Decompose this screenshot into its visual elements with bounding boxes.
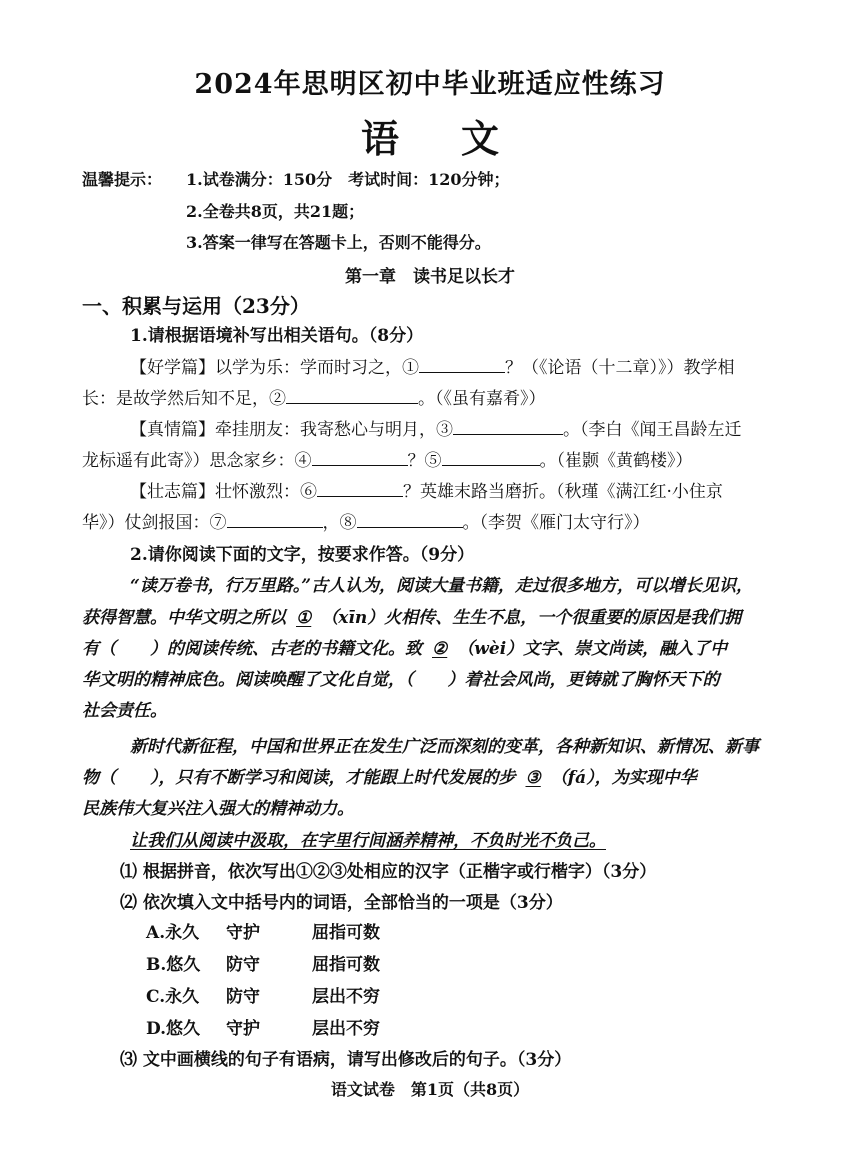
option-key: A.永久 [146, 923, 200, 943]
q1-zhuangzhi-text-a: 【壮志篇】壮怀激烈：⑥ [130, 482, 317, 502]
passage-p2-line3: 民族伟大复兴注入强大的精神动力。 [82, 799, 354, 819]
pinyin-blank-1[interactable]: ① [296, 608, 312, 628]
option-a[interactable] [146, 918, 380, 943]
q1-haoxue-line1 [130, 353, 735, 378]
q1-zhenqing-text-c: 龙标遥有此寄》）思念家乡：④ [82, 451, 312, 471]
q1-zhenqing-line1 [130, 415, 742, 440]
section-heading: 一、积累与运用（23分） [82, 294, 310, 318]
answer-blank-6[interactable] [317, 480, 403, 497]
q1-haoxue-text-d: 。（《虽有嘉肴》） [418, 389, 546, 409]
q1-zhuangzhi-text-b: ？英雄末路当磨折。（秋瑾《满江红·小住京 [403, 482, 723, 502]
tips-label: 温馨提示： [82, 170, 163, 189]
passage-text: （wèi）文字、崇文尚读，融入了中 [457, 639, 728, 659]
q1-zhuangzhi-line1 [130, 477, 723, 502]
subject-title: 语文 [360, 116, 561, 161]
answer-blank-8[interactable] [357, 511, 463, 528]
q2-sub-3: ⑶ 文中画横线的句子有语病，请写出修改后的句子。（3分） [120, 1050, 572, 1070]
chapter-title: 第一章 读书足以长才 [345, 267, 515, 287]
passage-text: （xīn）火相传、生生不息，一个很重要的原因是我们拥 [321, 608, 742, 628]
passage-p1-line4: 华文明的精神底色。阅读唤醒了文化自觉，（ ）着社会风尚，更铸就了胸怀天下的 [82, 670, 720, 690]
passage-text: 获得智慧。中华文明之所以 [82, 608, 286, 628]
option-phrase: 屈指可数 [312, 923, 380, 943]
pinyin-blank-3[interactable]: ③ [525, 768, 541, 788]
option-phrase: 屈指可数 [312, 955, 380, 975]
option-word: 防守 [226, 955, 260, 975]
q1-haoxue-line2 [82, 384, 546, 409]
q1-haoxue-text-b: ？（《论语（十二章）》）教学相 [505, 358, 735, 378]
answer-blank-7[interactable] [227, 511, 323, 528]
passage-text: 物（ ），只有不断学习和阅读，才能跟上时代发展的步 [82, 768, 516, 788]
passage-p1-line3 [82, 634, 727, 659]
tip-line-1: 1.试卷满分：150分 考试时间：120分钟； [186, 170, 510, 189]
option-key: D.悠久 [146, 1019, 201, 1039]
option-c[interactable] [146, 982, 380, 1007]
q1-zhenqing-text-a: 【真情篇】牵挂朋友：我寄愁心与明月，③ [130, 420, 453, 440]
q1-zhenqing-line2 [82, 446, 693, 471]
passage-p1-line1: “读万卷书，行万里路。”古人认为，阅读大量书籍，走过很多地方，可以增长见识， [130, 576, 754, 596]
q1-zhenqing-text-d: ？⑤ [407, 451, 442, 471]
q1-zhuangzhi-text-e: 。（李贺《雁门太守行》） [462, 513, 650, 533]
passage-p2-line1: 新时代新征程，中国和世界正在发生广泛而深刻的变革，各种新知识、新情况、新事 [130, 737, 759, 757]
q1-zhuangzhi-text-c: 华》）仗剑报国：⑦ [82, 513, 227, 533]
question-1-stem: 1.请根据语境补写出相关语句。（8分） [130, 326, 424, 346]
tip-line-2: 2.全卷共8页，共21题； [186, 202, 365, 221]
option-word: 防守 [226, 987, 260, 1007]
answer-blank-4[interactable] [312, 449, 408, 466]
passage-p1-line5: 社会责任。 [82, 701, 167, 721]
passage-underlined-sentence: 让我们从阅读中汲取，在字里行间涵养精神，不负时光不负己。 [130, 831, 606, 851]
option-key: B.悠久 [146, 955, 201, 975]
q2-sub-2: ⑵ 依次填入文中括号内的词语，全部恰当的一项是（3分） [120, 893, 563, 913]
passage-p1-line2 [82, 603, 741, 628]
answer-blank-2[interactable] [286, 387, 418, 404]
answer-blank-1[interactable] [419, 356, 505, 373]
question-2-stem: 2.请你阅读下面的文字，按要求作答。（9分） [130, 545, 475, 565]
q1-haoxue-text-a: 【好学篇】以学为乐：学而时习之，① [130, 358, 419, 378]
option-key: C.永久 [146, 987, 200, 1007]
passage-text: 有（ ）的阅读传统、古老的书籍文化。致 [82, 639, 422, 659]
option-d[interactable] [146, 1014, 380, 1039]
option-b[interactable] [146, 950, 380, 975]
option-phrase: 层出不穷 [312, 1019, 380, 1039]
option-phrase: 层出不穷 [312, 987, 380, 1007]
passage-p2-line2 [82, 763, 697, 788]
pinyin-blank-2[interactable]: ② [432, 639, 448, 659]
passage-text: （fá），为实现中华 [550, 768, 697, 788]
option-word: 守护 [226, 1019, 260, 1039]
option-word: 守护 [226, 923, 260, 943]
tip-line-3: 3.答案一律写在答题卡上，否则不能得分。 [186, 233, 491, 252]
page-footer: 语文试卷 第1页（共8页） [330, 1080, 530, 1099]
answer-blank-3[interactable] [453, 418, 563, 435]
q1-haoxue-text-c: 长：是故学然后知不足，② [82, 389, 286, 409]
q1-zhuangzhi-line2 [82, 508, 650, 533]
q1-zhuangzhi-text-d: ，⑧ [322, 513, 357, 533]
q2-sub-1: ⑴ 根据拼音，依次写出①②③处相应的汉字（正楷字或行楷字）（3分） [120, 862, 657, 882]
answer-blank-5[interactable] [442, 449, 540, 466]
q1-zhenqing-text-b: 。（李白《闻王昌龄左迁 [563, 420, 742, 440]
exam-title: 2024年思明区初中毕业班适应性练习 [194, 69, 666, 100]
q1-zhenqing-text-e: 。（崔颢《黄鹤楼》） [539, 451, 693, 471]
